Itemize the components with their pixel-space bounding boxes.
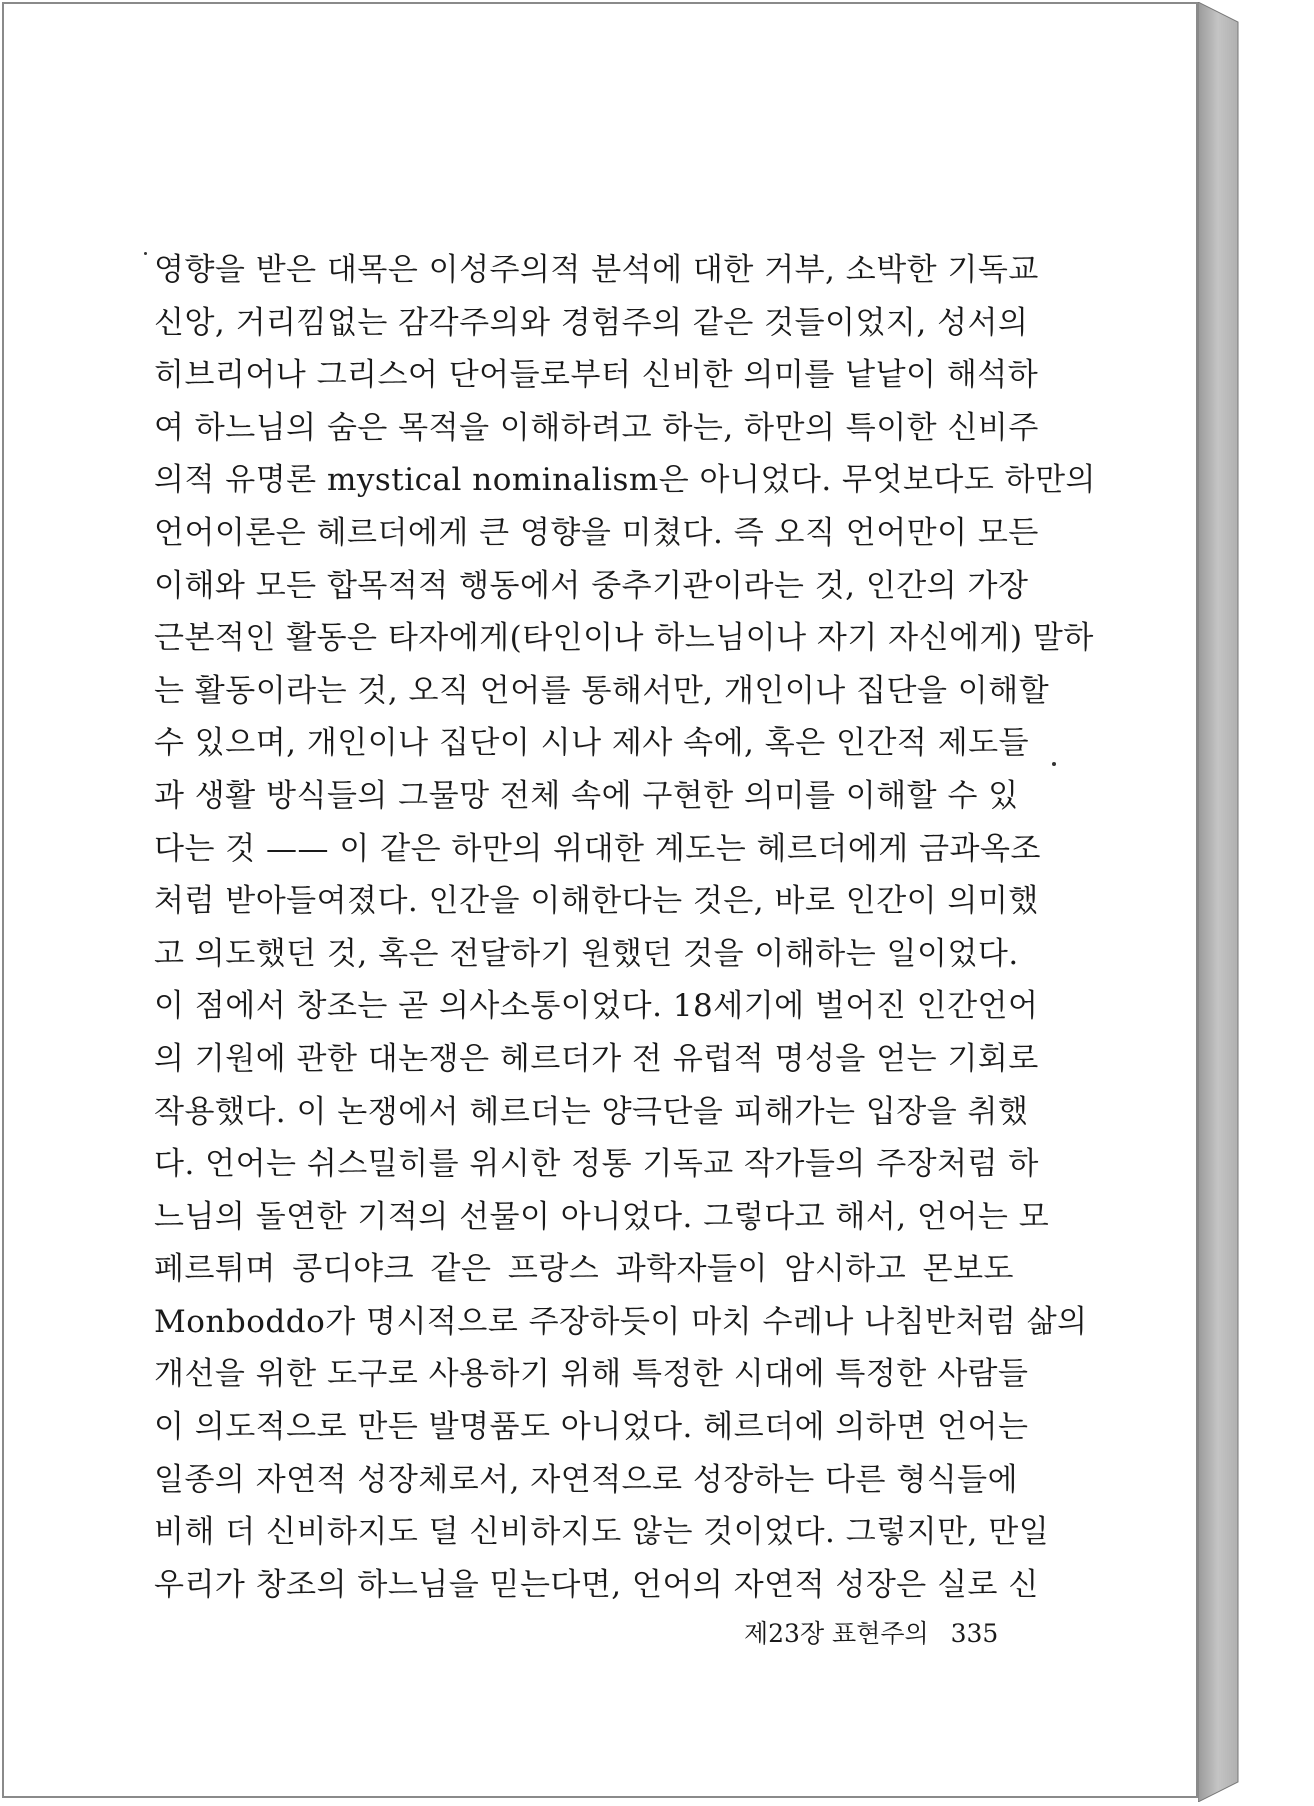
book-page-edge [1198, 2, 1310, 1802]
text-line: 비해 더 신비하지도 덜 신비하지도 않는 것이었다. 그렇지만, 만일 [154, 1514, 1050, 1551]
text-line: 는 활동이라는 것, 오직 언어를 통해서만, 개인이나 집단을 이해할 [154, 672, 1050, 709]
text-line: 느님의 돌연한 기적의 선물이 아니었다. 그렇다고 해서, 언어는 모 [154, 1198, 1050, 1235]
text-line: 처럼 받아들여졌다. 인간을 이해한다는 것은, 바로 인간이 의미했 [154, 883, 1039, 920]
text-line: 신앙, 거리낌없는 감각주의와 경험주의 같은 것들이었지, 성서의 [154, 304, 1029, 341]
text-line: 의 기원에 관한 대논쟁은 헤르더가 전 유럽적 명성을 얻는 기회로 [154, 1040, 1039, 1077]
page-number: 335 [950, 1619, 999, 1648]
text-line: 이 점에서 창조는 곧 의사소통이었다. 18세기에 벌어진 인간언어 [154, 988, 1039, 1025]
text-line: 고 의도했던 것, 혹은 전달하기 원했던 것을 이해하는 일이었다. [154, 935, 1019, 972]
scan-speck [144, 252, 147, 255]
text-line: 작용했다. 이 논쟁에서 헤르더는 양극단을 피해가는 입장을 취했 [154, 1093, 1029, 1130]
body-text [154, 244, 1096, 1611]
text-line: 여 하느님의 숨은 목적을 이해하려고 하는, 하만의 특이한 신비주 [154, 409, 1039, 446]
text-line: 개선을 위한 도구로 사용하기 위해 특정한 시대에 특정한 사람들 [154, 1356, 1029, 1393]
text-line: 수 있으며, 개인이나 집단이 시나 제사 속에, 혹은 인간적 제도들 [154, 725, 1030, 762]
text-line: 우리가 창조의 하느님을 믿는다면, 언어의 자연적 성장은 실로 신 [154, 1566, 1039, 1603]
text-line: 과 생활 방식들의 그물망 전체 속에 구현한 의미를 이해할 수 있 [154, 777, 1019, 814]
text-line: 이해와 모든 합목적적 행동에서 중추기관이라는 것, 인간의 가장 [154, 567, 1029, 604]
text-line: 언어이론은 헤르더에게 큰 영향을 미쳤다. 즉 오직 언어만이 모든 [154, 514, 1039, 551]
text-line: 근본적인 활동은 타자에게(타인이나 하느님이나 자기 자신에게) 말하 [154, 620, 1094, 657]
book-page [2, 2, 1198, 1798]
text-line: 히브리어나 그리스어 단어들로부터 신비한 의미를 낱낱이 해석하 [154, 357, 1039, 394]
text-line: 이 의도적으로 만든 발명품도 아니었다. 헤르더에 의하면 언어는 [154, 1409, 1029, 1446]
text-line: 의적 유명론 mystical nominalism은 아니었다. 무엇보다도 하만의 [154, 462, 1096, 499]
text-line: 다. 언어는 쉬스밀히를 위시한 정통 기독교 작가들의 주장처럼 하 [154, 1146, 1039, 1183]
text-line: 페르튀며 콩디야크 같은 프랑스 과학자들이 암시하고 몬보도 [154, 1251, 1014, 1288]
text-line: 일종의 자연적 성장체로서, 자연적으로 성장하는 다른 형식들에 [154, 1461, 1019, 1498]
running-footer [744, 1614, 1044, 1650]
scan-speck [1052, 762, 1056, 766]
chapter-title: 제23장 표현주의 [744, 1619, 929, 1648]
text-line: 다는 것 —— 이 같은 하만의 위대한 계도는 헤르더에게 금과옥조 [154, 830, 1041, 867]
text-line: 영향을 받은 대목은 이성주의적 분석에 대한 거부, 소박한 기독교 [154, 252, 1039, 288]
text-line: Monboddo가 명시적으로 주장하듯이 마치 수레나 나침반처럼 삶의 [154, 1303, 1088, 1340]
